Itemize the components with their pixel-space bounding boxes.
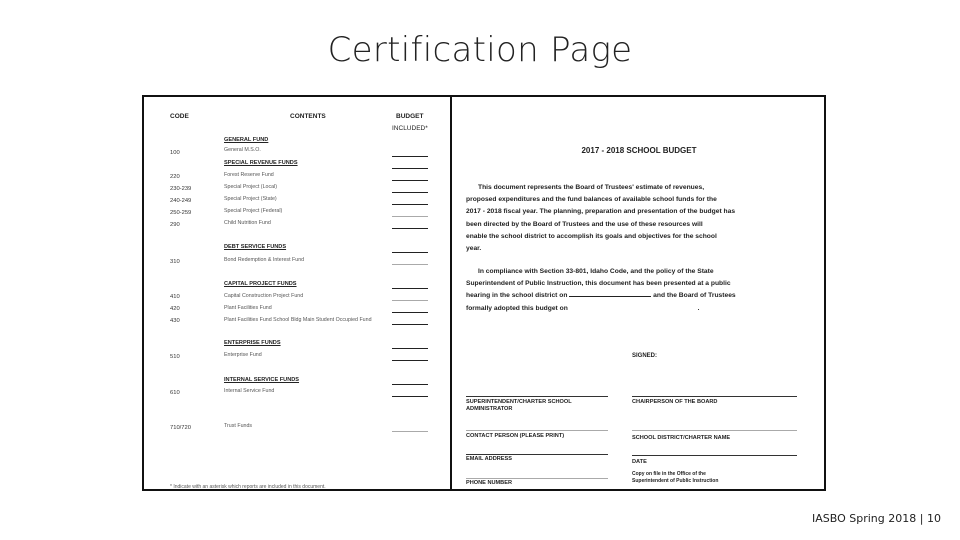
fund-description: Forest Reserve Fund bbox=[224, 172, 274, 178]
budget-line bbox=[392, 168, 428, 169]
paragraph-line: 2017 - 2018 fiscal year. The planning, preparation and presentation of the budget has bbox=[466, 208, 736, 216]
contact-person-label: CONTACT PERSON (PLEASE PRINT) bbox=[466, 433, 565, 439]
budget-line bbox=[392, 264, 428, 265]
paragraph-line: In compliance with Section 33-801, Idaho Code, and the policy of the State bbox=[478, 268, 714, 275]
budget-line bbox=[392, 228, 428, 229]
paragraph-line: been directed by the Board of Trustees and the use of these resources will bbox=[466, 220, 703, 228]
budget-line bbox=[392, 288, 428, 289]
budget-line bbox=[392, 396, 428, 397]
paragraph-line: year. bbox=[466, 245, 482, 253]
slide-title: Certification Page bbox=[327, 30, 633, 70]
date-line[interactable] bbox=[632, 455, 797, 456]
compliance-paragraph bbox=[466, 266, 736, 315]
paragraph-line: Superintendent of Public Instruction, this document has been presented at a public bbox=[466, 280, 731, 288]
section-enterprise: ENTERPRISE FUNDS bbox=[224, 340, 281, 346]
certification-document bbox=[142, 95, 826, 491]
adopted-text: formally adopted this budget on bbox=[466, 304, 568, 312]
budget-line bbox=[392, 204, 428, 205]
paragraph-line: proposed expenditures and the fund balances of available school funds for the bbox=[466, 196, 717, 204]
budget-title: 2017 - 2018 SCHOOL BUDGET bbox=[581, 146, 697, 155]
fund-description: Special Project (State) bbox=[224, 196, 277, 202]
budget-line bbox=[392, 252, 428, 253]
signed-label: SIGNED: bbox=[632, 353, 658, 359]
email-label: EMAIL ADDRESS bbox=[466, 456, 512, 462]
contact-person-line[interactable] bbox=[466, 430, 608, 431]
fund-description: Plant Facilities Fund bbox=[224, 305, 272, 311]
fund-description: General M.S.O. bbox=[224, 147, 261, 153]
chairperson-signature-line[interactable] bbox=[632, 396, 797, 397]
certification-panel bbox=[452, 97, 826, 489]
budget-line bbox=[392, 348, 428, 349]
budget-line bbox=[392, 324, 428, 325]
section-debt-service: DEBT SERVICE FUNDS bbox=[224, 244, 287, 250]
paragraph-line: This document represents the Board of Trustees' estimate of revenues, bbox=[478, 184, 705, 191]
budget-line bbox=[392, 216, 428, 217]
fund-description: Special Project (Federal) bbox=[224, 208, 283, 214]
district-name-label: SCHOOL DISTRICT/CHARTER NAME bbox=[632, 435, 731, 441]
contents-header: CONTENTS bbox=[290, 113, 326, 120]
hearing-text: hearing in the school district on bbox=[466, 292, 568, 300]
budget-line bbox=[392, 431, 428, 432]
budget-line bbox=[392, 180, 428, 181]
fund-code: 290 bbox=[170, 222, 180, 228]
budget-line bbox=[392, 156, 428, 157]
chairperson-label: CHAIRPERSON OF THE BOARD bbox=[632, 399, 718, 405]
fund-description: Child Nutrition Fund bbox=[224, 220, 271, 226]
superintendent-label bbox=[466, 399, 572, 413]
fund-description: Trust Funds bbox=[224, 423, 253, 429]
fund-code: 510 bbox=[170, 354, 180, 360]
fund-code: 420 bbox=[170, 306, 180, 312]
district-name-line[interactable] bbox=[632, 430, 797, 431]
copy-on-file-note bbox=[632, 471, 718, 484]
budget-line bbox=[392, 300, 428, 301]
section-internal-service: INTERNAL SERVICE FUNDS bbox=[224, 377, 300, 383]
footnote: * Indicate with an asterisk which reports are included in this document. bbox=[170, 484, 326, 490]
phone-label: PHONE NUMBER bbox=[466, 480, 512, 486]
fund-code: 250-259 bbox=[170, 210, 192, 216]
superintendent-label-line: SUPERINTENDENT/CHARTER SCHOOL bbox=[466, 399, 572, 405]
copy-note-line: Superintendent of Public Instruction bbox=[632, 477, 719, 484]
budget-line bbox=[392, 192, 428, 193]
hearing-date-field[interactable] bbox=[569, 290, 651, 297]
statement-paragraph bbox=[466, 182, 735, 255]
section-special-revenue: SPECIAL REVENUE FUNDS bbox=[224, 160, 298, 166]
fund-description: Plant Facilities Fund School Bldg Main Student Occupied Fund bbox=[224, 317, 372, 323]
fund-description: Special Project (Local) bbox=[224, 184, 277, 190]
fund-code: 610 bbox=[170, 390, 180, 396]
email-line[interactable] bbox=[466, 454, 608, 455]
fund-table bbox=[144, 97, 450, 489]
fund-code: 220 bbox=[170, 174, 180, 180]
copy-note-line: Copy on file in the Office of the bbox=[632, 471, 706, 477]
board-text: and the Board of Trustees bbox=[653, 292, 736, 300]
fund-description: Bond Redemption & Interest Fund bbox=[224, 257, 305, 263]
phone-line[interactable] bbox=[466, 478, 608, 479]
budget-header: BUDGET bbox=[396, 113, 424, 120]
fund-code: 240-249 bbox=[170, 198, 192, 204]
budget-line bbox=[392, 384, 428, 385]
paragraph-line bbox=[466, 303, 736, 315]
fund-code: 710/720 bbox=[170, 425, 191, 431]
period: . bbox=[697, 304, 700, 312]
fund-code: 100 bbox=[170, 150, 180, 156]
adoption-date-field[interactable] bbox=[570, 303, 698, 310]
fund-description: Capital Construction Project Fund bbox=[224, 293, 304, 299]
fund-code: 430 bbox=[170, 318, 180, 324]
section-general-fund: GENERAL FUND bbox=[224, 137, 269, 143]
budget-line bbox=[392, 360, 428, 361]
superintendent-label-line: ADMINISTRATOR bbox=[466, 406, 513, 412]
fund-code: 410 bbox=[170, 294, 180, 300]
budget-line bbox=[392, 312, 428, 313]
included-header: INCLUDED* bbox=[392, 125, 428, 132]
code-header: CODE bbox=[170, 113, 189, 120]
paragraph-line bbox=[466, 290, 736, 302]
superintendent-signature-line[interactable] bbox=[466, 396, 608, 397]
slide-footer: IASBO Spring 2018 | 10 bbox=[812, 512, 941, 525]
fund-description: Enterprise Fund bbox=[224, 352, 262, 358]
section-capital-project: CAPITAL PROJECT FUNDS bbox=[224, 281, 297, 287]
fund-code: 310 bbox=[170, 259, 180, 265]
fund-description: Internal Service Fund bbox=[224, 388, 275, 394]
fund-code: 230-239 bbox=[170, 186, 192, 192]
date-label: DATE bbox=[632, 459, 647, 465]
paragraph-line: enable the school district to accomplish its goals and objectives for the school bbox=[466, 232, 717, 240]
